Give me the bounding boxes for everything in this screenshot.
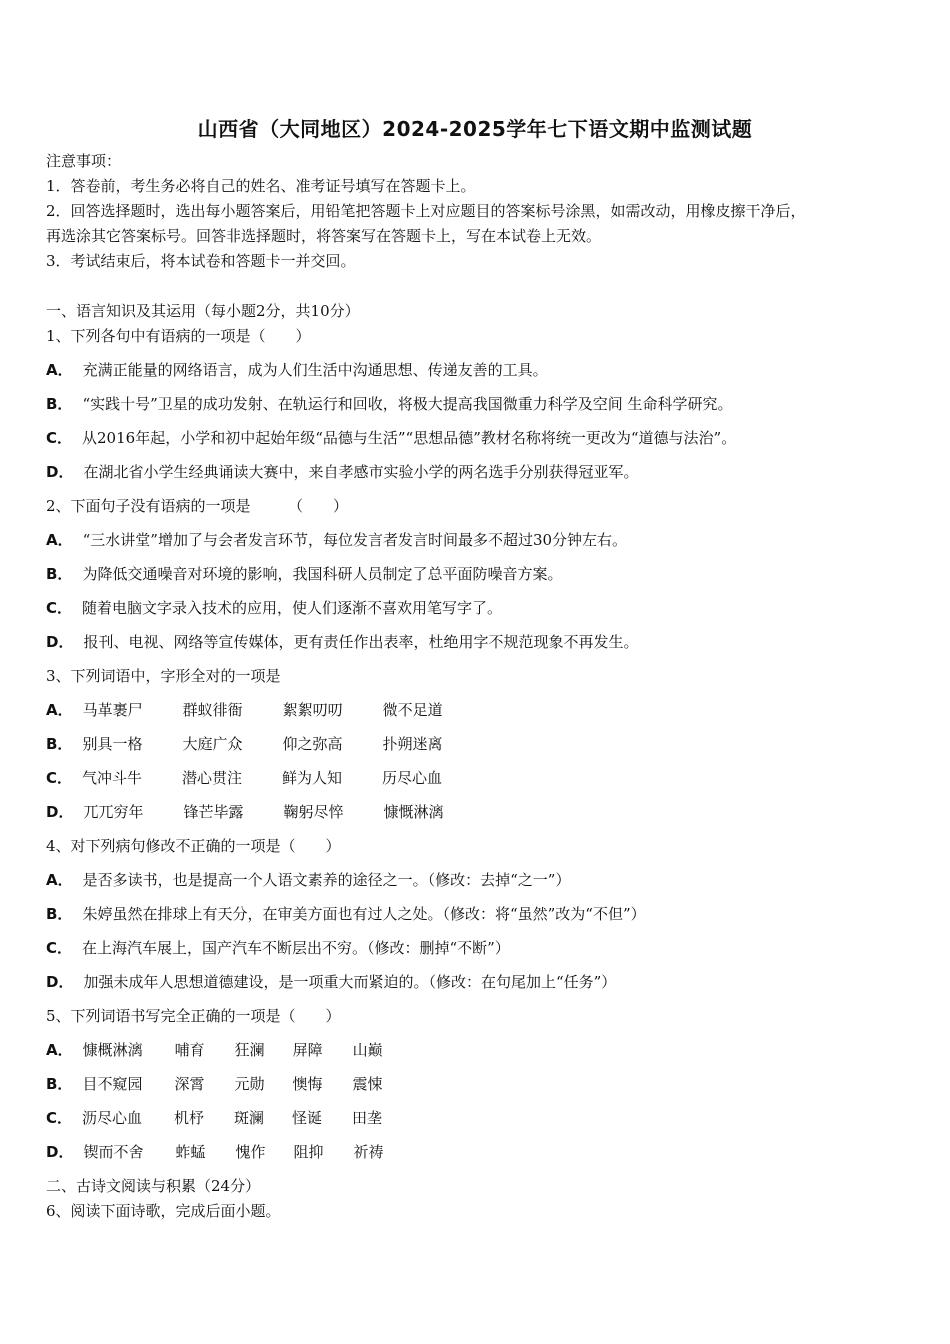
section-2-heading: 二、古诗文阅读与积累（24分） — [46, 1177, 261, 1195]
question-1-option-b: B． “实践十号”卫星的成功发射、在轨运行和回收，将极大提高我国微重力科学及空间 生命科学研究。 — [46, 395, 733, 413]
notice-item-3: 3．考试结束后，将本试卷和答题卡一并交回。 — [46, 252, 356, 270]
question-3-option-a: A． 马革裹尸 群蚁徘衙 絮絮叨叨 微不足道 — [46, 701, 443, 719]
question-1-option-a: A． 充满正能量的网络语言，成为人们生活中沟通思想、传递友善的工具。 — [46, 361, 548, 379]
question-1-option-c: C． 从2016年起，小学和初中起始年级“品德与生活”“思想品德”教材名称将统一更改为“道德与法治”。 — [46, 429, 737, 447]
question-2-stem: 2、下面句子没有语病的一项是 （ ） — [46, 497, 349, 515]
question-5-stem: 5、下列词语书写完全正确的一项是（ ） — [46, 1007, 341, 1025]
question-2-option-b: B． 为降低交通噪音对环境的影响，我国科研人员制定了总平面防噪音方案。 — [46, 565, 563, 583]
question-4-option-d: D． 加强未成年人思想道德建设，是一项重大而紧迫的。（修改：在句尾加上“任务”） — [46, 973, 617, 991]
question-1-stem: 1、下列各句中有语病的一项是（ ） — [46, 327, 311, 345]
page-title: 山西省（大同地区）2024-2025学年七下语文期中监测试题 — [197, 117, 753, 141]
question-3-stem: 3、下列词语中，字形全对的一项是 — [46, 667, 281, 685]
question-3-option-c: C． 气冲斗牛 潜心贯注 鲜为人知 历尽心血 — [46, 769, 443, 787]
question-4-stem: 4、对下列病句修改不正确的一项是（ ） — [46, 837, 341, 855]
question-6-stem: 6、阅读下面诗歌，完成后面小题。 — [46, 1202, 281, 1220]
notice-item-2-line-2: 再选涂其它答案标号。回答非选择题时，将答案写在答题卡上，写在本试卷上无效。 — [46, 227, 602, 245]
question-5-option-b: B． 目不窥园 深霄 元勋 懊悔 震悚 — [46, 1075, 383, 1093]
question-3-option-d: D． 兀兀穷年 锋芒毕露 鞠躬尽悴 慷慨淋漓 — [46, 803, 444, 821]
notice-item-1: 1．答卷前，考生务必将自己的姓名、准考证号填写在答题卡上。 — [46, 177, 476, 195]
question-5-option-c: C． 沥尽心血 机杼 斑澜 怪诞 田垄 — [46, 1109, 383, 1127]
question-4-option-b: B． 朱婷虽然在排球上有天分，在审美方面也有过人之处。（修改：将“虽然”改为“不但”） — [46, 905, 646, 923]
question-5-option-d: D． 锲而不舍 蚱蜢 愧作 阻抑 祈祷 — [46, 1143, 384, 1161]
notice-heading: 注意事项： — [46, 152, 122, 170]
question-2-option-d: D． 报刊、电视、网络等宣传媒体，更有责任作出表率，杜绝用字不规范现象不再发生。 — [46, 633, 639, 651]
question-4-option-a: A． 是否多读书，也是提高一个人语文素养的途径之一。（修改：去掉“之一”） — [46, 871, 571, 889]
notice-item-2-line-1: 2．回答选择题时，选出每小题答案后，用铅笔把答题卡上对应题目的答案标号涂黑，如需改动，用橡皮擦干净后， — [46, 202, 806, 220]
question-2-option-c: C． 随着电脑文字录入技术的应用，使人们逐渐不喜欢用笔写字了。 — [46, 599, 503, 617]
question-5-option-a: A． 慷概淋漓 哺育 狂澜 屏障 山巅 — [46, 1041, 383, 1059]
question-2-option-a: A． “三水讲堂”增加了与会者发言环节，每位发言者发言时间最多不超过30分钟左右。 — [46, 531, 628, 549]
question-1-option-d: D． 在湖北省小学生经典诵读大赛中，来自孝感市实验小学的两名选手分别获得冠亚军。 — [46, 463, 639, 481]
section-1-heading: 一、语言知识及其运用（每小题2分，共10分） — [46, 302, 360, 320]
question-3-option-b: B． 别具一格 大庭广众 仰之弥高 扑朔迷离 — [46, 735, 443, 753]
question-4-option-c: C． 在上海汽车展上，国产汽车不断层出不穷。（修改：删掉“不断”） — [46, 939, 510, 957]
